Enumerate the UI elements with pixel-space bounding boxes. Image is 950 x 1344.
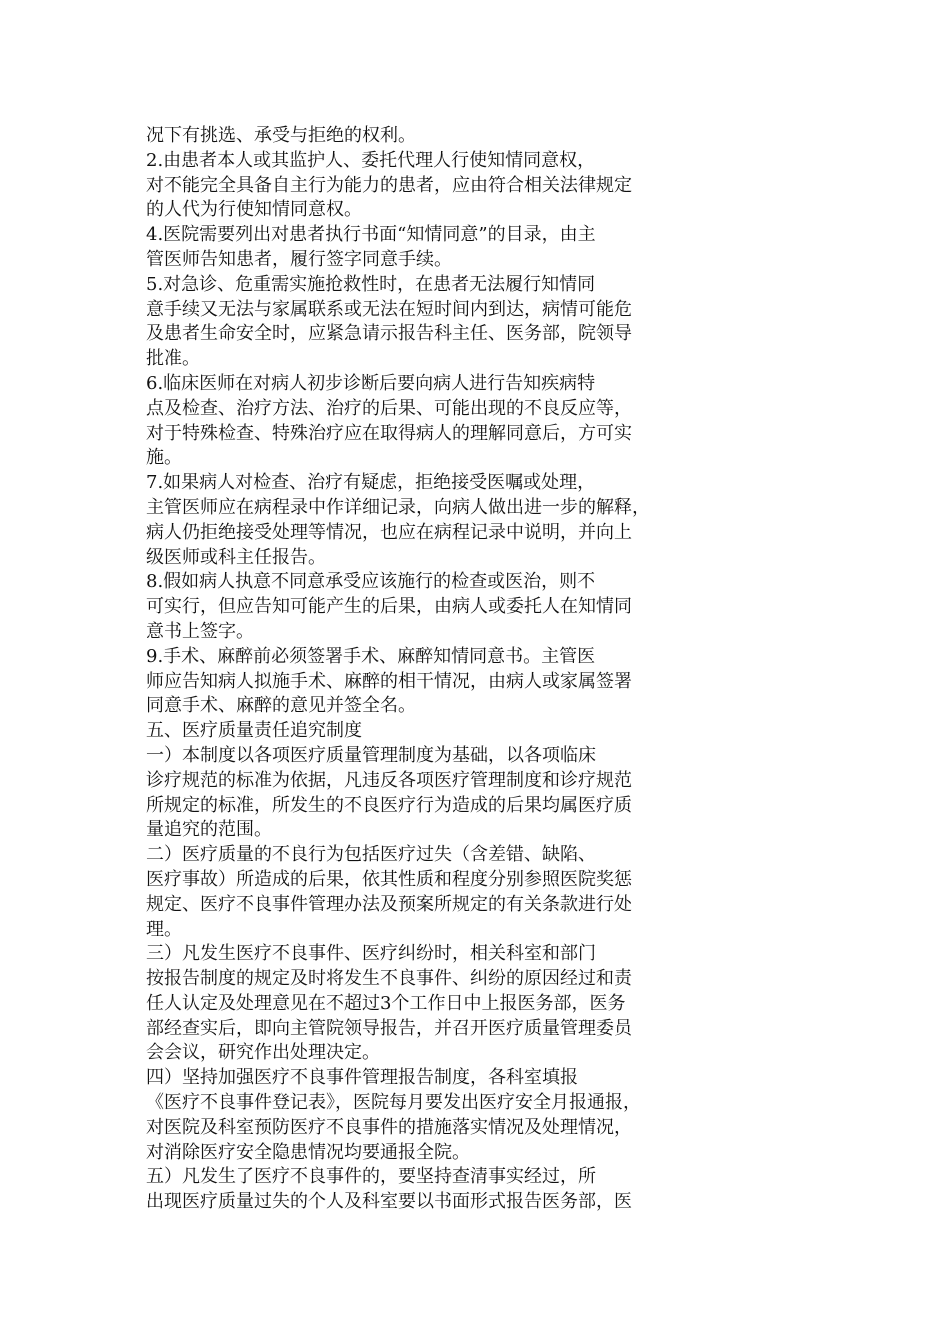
text-line: 6.临床医师在对病人初步诊断后要向病人进行告知疾病特 bbox=[146, 372, 596, 394]
text-line: 一）本制度以各项医疗质量管理制度为基础，以各项临床 bbox=[146, 744, 596, 766]
text-line: 出现医疗质量过失的个人及科室要以书面形式报告医务部，医 bbox=[146, 1191, 632, 1213]
text-line: 7.如果病人对检查、治疗有疑虑，拒绝接受医嘱或处理， bbox=[146, 472, 596, 494]
text-line: 意书上签字。 bbox=[146, 620, 254, 642]
text-line: 的人代为行使知情同意权。 bbox=[146, 199, 362, 221]
text-line: 医疗事故）所造成的后果，依其性质和程度分别参照医院奖惩 bbox=[146, 868, 632, 890]
text-line: 四）坚持加强医疗不良事件管理报告制度，各科室填报 bbox=[146, 1067, 578, 1089]
text-line: 《医疗不良事件登记表》，医院每月要发出医疗安全月报通报， bbox=[146, 1092, 641, 1114]
text-line: 任人认定及处理意见在不超过3个工作日中上报医务部，医务 bbox=[146, 992, 626, 1014]
section-heading: 五、医疗质量责任追究制度 bbox=[146, 720, 362, 742]
text-line: 8.假如病人执意不同意承受应该施行的检查或医治，则不 bbox=[146, 571, 596, 593]
text-line: 同意手术、麻醉的意见并签全名。 bbox=[146, 695, 416, 717]
text-line: 部经查实后，即向主管院领导报告，并召开医疗质量管理委员 bbox=[146, 1017, 632, 1039]
text-line: 2.由患者本人或其监护人、委托代理人行使知情同意权， bbox=[146, 149, 596, 171]
text-line: 对消除医疗安全隐患情况均要通报全院。 bbox=[146, 1141, 470, 1163]
text-line: 对医院及科室预防医疗不良事件的措施落实情况及处理情况， bbox=[146, 1116, 632, 1138]
text-line: 所规定的标准，所发生的不良医疗行为造成的后果均属医疗质 bbox=[146, 794, 632, 816]
text-line: 点及检查、治疗方法、治疗的后果、可能出现的不良反应等， bbox=[146, 397, 632, 419]
text-line: 主管医师应在病程录中作详细记录，向病人做出进一步的解释， bbox=[146, 496, 650, 518]
text-line: 对于特殊检查、特殊治疗应在取得病人的理解同意后，方可实 bbox=[146, 422, 632, 444]
text-line: 五）凡发生了医疗不良事件的，要坚持查清事实经过，所 bbox=[146, 1166, 596, 1188]
text-line: 二）医疗质量的不良行为包括医疗过失（含差错、缺陷、 bbox=[146, 844, 596, 866]
text-line: 病人仍拒绝接受处理等情况，也应在病程记录中说明，并向上 bbox=[146, 521, 632, 543]
text-line: 会会议，研究作出处理决定。 bbox=[146, 1042, 380, 1064]
text-line: 理。 bbox=[146, 918, 182, 940]
text-line: 诊疗规范的标准为依据，凡违反各项医疗管理制度和诊疗规范 bbox=[146, 769, 632, 791]
text-line: 管医师告知患者，履行签字同意手续。 bbox=[146, 248, 452, 270]
text-line: 况下有挑选、承受与拒绝的权利。 bbox=[146, 125, 416, 146]
text-line: 师应告知病人拟施手术、麻醉的相干情况，由病人或家属签署 bbox=[146, 670, 632, 692]
text-line: 按报告制度的规定及时将发生不良事件、纠纷的原因经过和责 bbox=[146, 968, 632, 990]
text-line: 对不能完全具备自主行为能力的患者，应由符合相关法律规定 bbox=[146, 174, 632, 196]
text-line: 9.手术、麻醉前必须签署手术、麻醉知情同意书。主管医 bbox=[146, 645, 596, 667]
text-line: 规定、医疗不良事件管理办法及预案所规定的有关条款进行处 bbox=[146, 893, 632, 915]
text-line: 批准。 bbox=[146, 348, 200, 370]
text-line: 及患者生命安全时，应紧急请示报告科主任、医务部，院领导 bbox=[146, 323, 632, 345]
text-line: 级医师或科主任报告。 bbox=[146, 546, 326, 568]
text-line: 三）凡发生医疗不良事件、医疗纠纷时，相关科室和部门 bbox=[146, 943, 596, 965]
text-line: 施。 bbox=[146, 447, 182, 469]
text-line: 5.对急诊、危重需实施抢救性时，在患者无法履行知情同 bbox=[146, 273, 596, 295]
text-line: 量追究的范围。 bbox=[146, 819, 272, 841]
text-line: 4.医院需要列出对患者执行书面“知情同意”的目录，由主 bbox=[146, 224, 596, 246]
document-body bbox=[146, 124, 706, 1215]
text-line: 可实行，但应告知可能产生的后果，由病人或委托人在知情同 bbox=[146, 596, 632, 618]
text-line: 意手续又无法与家属联系或无法在短时间内到达，病情可能危 bbox=[146, 298, 632, 320]
